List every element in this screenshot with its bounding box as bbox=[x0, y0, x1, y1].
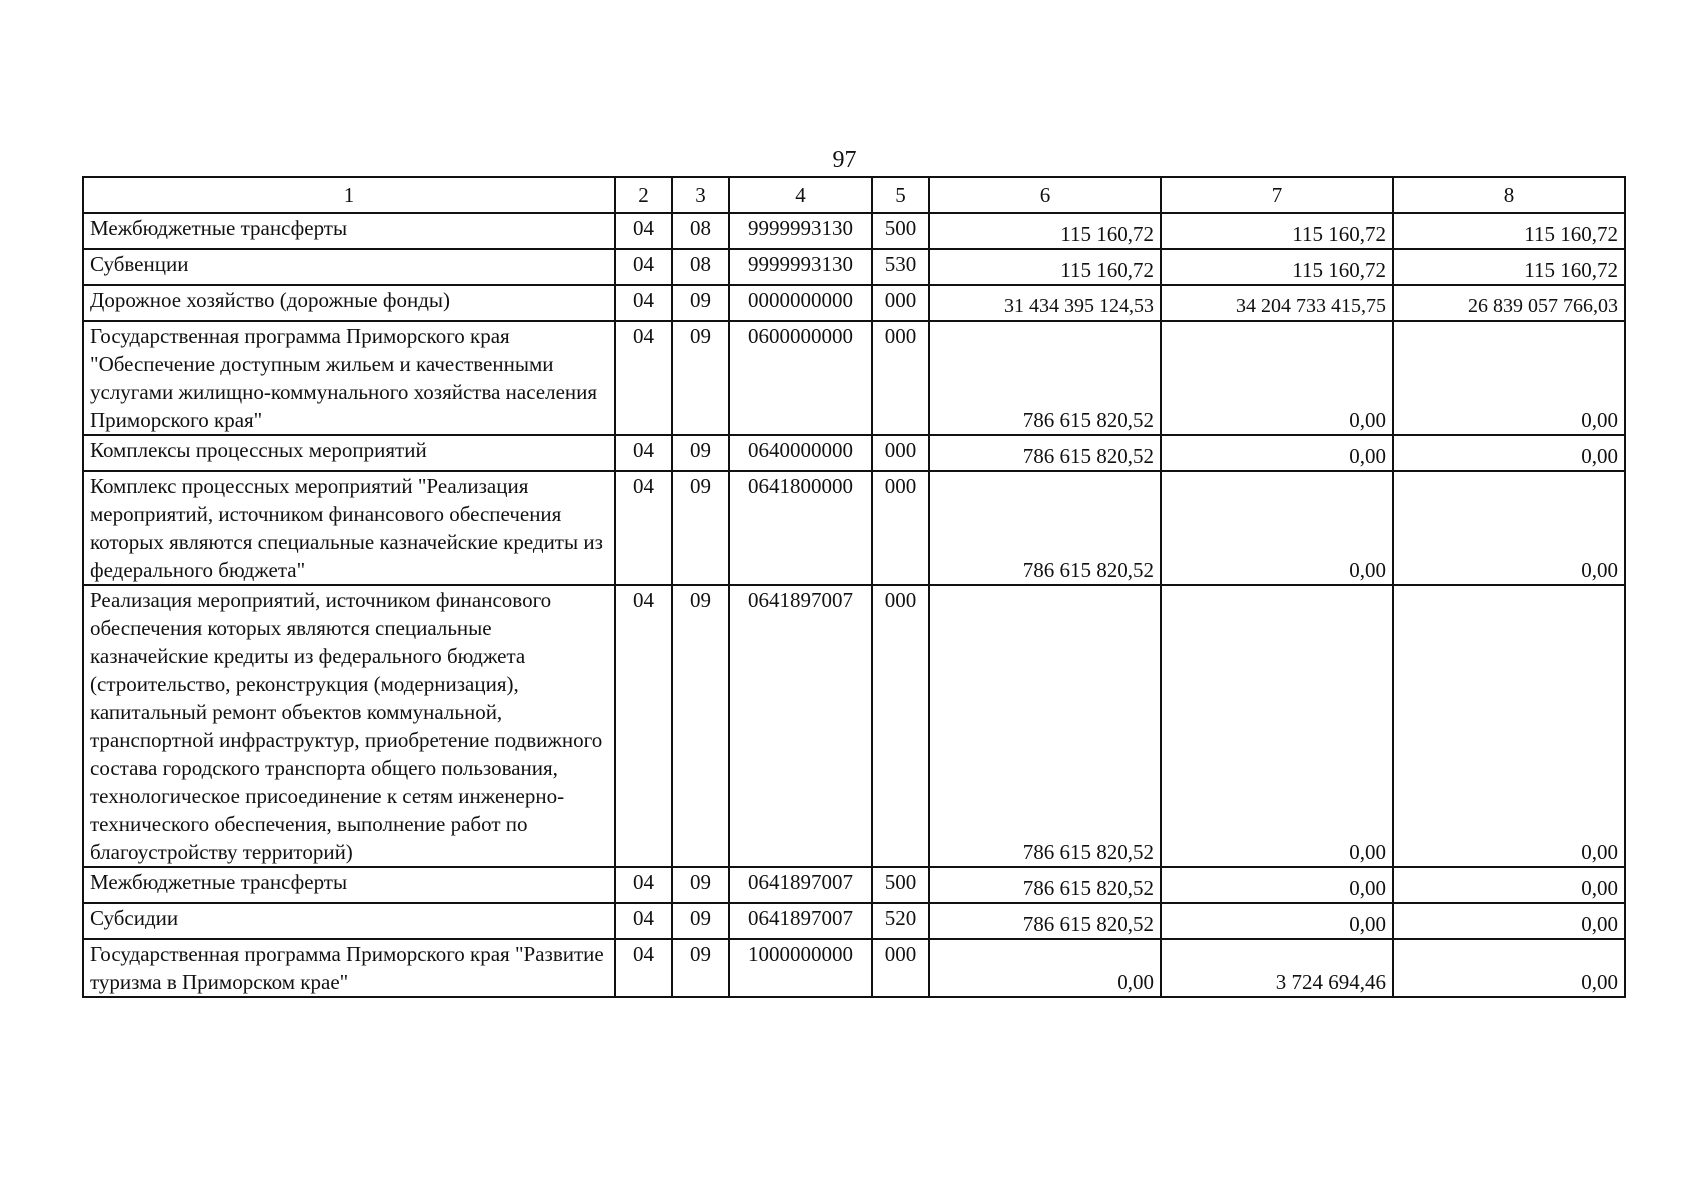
row-amount-6: 0,00 bbox=[929, 939, 1161, 997]
row-name: Государственная программа Приморского края "Развитие туризма в Приморском крае" bbox=[83, 939, 615, 997]
row-amount-6: 786 615 820,52 bbox=[929, 903, 1161, 939]
row-amount-7: 3 724 694,46 bbox=[1161, 939, 1393, 997]
row-section: 04 bbox=[615, 471, 672, 585]
row-amount-7: 0,00 bbox=[1161, 585, 1393, 867]
row-subsection: 09 bbox=[672, 321, 729, 435]
row-target-code: 0641800000 bbox=[729, 471, 872, 585]
row-expense-type: 500 bbox=[872, 213, 929, 249]
row-amount-6: 786 615 820,52 bbox=[929, 321, 1161, 435]
row-target-code: 9999993130 bbox=[729, 249, 872, 285]
row-target-code: 0641897007 bbox=[729, 867, 872, 903]
row-amount-7: 0,00 bbox=[1161, 321, 1393, 435]
row-amount-6: 786 615 820,52 bbox=[929, 435, 1161, 471]
row-name: Государственная программа Приморского края "Обеспечение доступным жильем и качественными услугами жилищно-коммунального хозяйства населения Приморского края" bbox=[83, 321, 615, 435]
table-row bbox=[83, 435, 1625, 471]
row-section: 04 bbox=[615, 585, 672, 867]
header-cell-2: 2 bbox=[615, 177, 672, 213]
row-amount-8: 26 839 057 766,03 bbox=[1393, 285, 1625, 321]
row-target-code: 9999993130 bbox=[729, 213, 872, 249]
row-subsection: 09 bbox=[672, 285, 729, 321]
budget-table bbox=[82, 176, 1626, 998]
row-target-code: 0641897007 bbox=[729, 585, 872, 867]
table-row bbox=[83, 249, 1625, 285]
row-section: 04 bbox=[615, 903, 672, 939]
header-cell-8: 8 bbox=[1393, 177, 1625, 213]
header-cell-6: 6 bbox=[929, 177, 1161, 213]
row-expense-type: 530 bbox=[872, 249, 929, 285]
row-amount-6: 786 615 820,52 bbox=[929, 867, 1161, 903]
row-name: Комплексы процессных мероприятий bbox=[83, 435, 615, 471]
row-section: 04 bbox=[615, 213, 672, 249]
header-cell-3: 3 bbox=[672, 177, 729, 213]
header-row bbox=[83, 177, 1625, 213]
table-row bbox=[83, 321, 1625, 435]
table-row bbox=[83, 585, 1625, 867]
row-name: Дорожное хозяйство (дорожные фонды) bbox=[83, 285, 615, 321]
row-subsection: 09 bbox=[672, 903, 729, 939]
row-subsection: 08 bbox=[672, 249, 729, 285]
row-subsection: 08 bbox=[672, 213, 729, 249]
row-section: 04 bbox=[615, 939, 672, 997]
row-subsection: 09 bbox=[672, 585, 729, 867]
row-subsection: 09 bbox=[672, 939, 729, 997]
row-amount-7: 0,00 bbox=[1161, 471, 1393, 585]
row-expense-type: 000 bbox=[872, 939, 929, 997]
row-target-code: 0000000000 bbox=[729, 285, 872, 321]
row-section: 04 bbox=[615, 435, 672, 471]
row-name: Межбюджетные трансферты bbox=[83, 213, 615, 249]
header-cell-7: 7 bbox=[1161, 177, 1393, 213]
row-name: Реализация мероприятий, источником финансового обеспечения которых являются специальные казначейские кредиты из федерального бюджета (строительство, реконструкция (модернизация), капитальный ремонт объектов коммунальной, транспортной инфраструктур, приобретение подвижного состава городского транспорта общего пользования, технологическое присоединение к сетям инженерно-технического обеспечения, выполнение работ по благоустройству территорий) bbox=[83, 585, 615, 867]
row-expense-type: 000 bbox=[872, 435, 929, 471]
table-row bbox=[83, 867, 1625, 903]
table-row bbox=[83, 471, 1625, 585]
row-amount-8: 0,00 bbox=[1393, 435, 1625, 471]
row-amount-6: 31 434 395 124,53 bbox=[929, 285, 1161, 321]
row-name: Субсидии bbox=[83, 903, 615, 939]
row-subsection: 09 bbox=[672, 435, 729, 471]
row-expense-type: 000 bbox=[872, 585, 929, 867]
row-amount-6: 115 160,72 bbox=[929, 249, 1161, 285]
row-expense-type: 000 bbox=[872, 285, 929, 321]
row-expense-type: 500 bbox=[872, 867, 929, 903]
row-name: Межбюджетные трансферты bbox=[83, 867, 615, 903]
row-target-code: 0600000000 bbox=[729, 321, 872, 435]
row-amount-7: 115 160,72 bbox=[1161, 213, 1393, 249]
row-subsection: 09 bbox=[672, 867, 729, 903]
row-expense-type: 520 bbox=[872, 903, 929, 939]
table-row bbox=[83, 939, 1625, 997]
row-amount-6: 786 615 820,52 bbox=[929, 585, 1161, 867]
row-amount-8: 0,00 bbox=[1393, 585, 1625, 867]
row-amount-6: 786 615 820,52 bbox=[929, 471, 1161, 585]
row-amount-8: 0,00 bbox=[1393, 903, 1625, 939]
header-cell-1: 1 bbox=[83, 177, 615, 213]
header-cell-4: 4 bbox=[729, 177, 872, 213]
table-row bbox=[83, 903, 1625, 939]
row-name: Субвенции bbox=[83, 249, 615, 285]
row-subsection: 09 bbox=[672, 471, 729, 585]
row-target-code: 0640000000 bbox=[729, 435, 872, 471]
row-amount-7: 0,00 bbox=[1161, 867, 1393, 903]
row-amount-8: 115 160,72 bbox=[1393, 249, 1625, 285]
table-row bbox=[83, 213, 1625, 249]
row-section: 04 bbox=[615, 867, 672, 903]
row-section: 04 bbox=[615, 321, 672, 435]
row-name: Комплекс процессных мероприятий "Реализация мероприятий, источником финансового обеспечения которых являются специальные казначейские кредиты из федерального бюджета" bbox=[83, 471, 615, 585]
row-target-code: 1000000000 bbox=[729, 939, 872, 997]
row-amount-8: 0,00 bbox=[1393, 321, 1625, 435]
header-cell-5: 5 bbox=[872, 177, 929, 213]
row-amount-8: 0,00 bbox=[1393, 867, 1625, 903]
row-amount-8: 115 160,72 bbox=[1393, 213, 1625, 249]
row-amount-6: 115 160,72 bbox=[929, 213, 1161, 249]
row-amount-7: 34 204 733 415,75 bbox=[1161, 285, 1393, 321]
row-amount-8: 0,00 bbox=[1393, 939, 1625, 997]
row-target-code: 0641897007 bbox=[729, 903, 872, 939]
page-number: 97 bbox=[832, 147, 857, 173]
row-expense-type: 000 bbox=[872, 321, 929, 435]
row-amount-7: 0,00 bbox=[1161, 903, 1393, 939]
row-amount-8: 0,00 bbox=[1393, 471, 1625, 585]
row-section: 04 bbox=[615, 285, 672, 321]
row-amount-7: 115 160,72 bbox=[1161, 249, 1393, 285]
row-amount-7: 0,00 bbox=[1161, 435, 1393, 471]
table-row bbox=[83, 285, 1625, 321]
row-expense-type: 000 bbox=[872, 471, 929, 585]
row-section: 04 bbox=[615, 249, 672, 285]
